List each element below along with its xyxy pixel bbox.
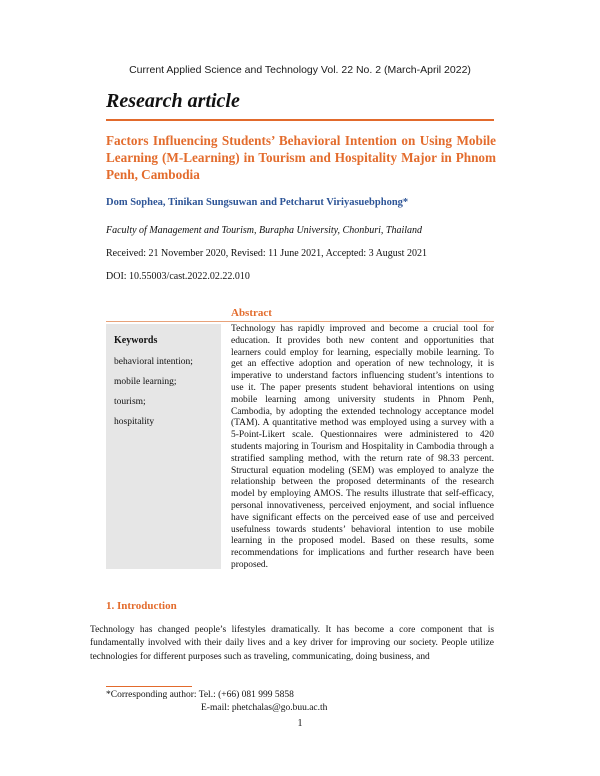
author-list: Dom Sophea, Tinikan Sungsuwan and Petcharut Viriyasuebphong*: [106, 197, 409, 208]
doi[interactable]: DOI: 10.55003/cast.2022.02.22.010: [106, 271, 250, 282]
abstract-heading: Abstract: [231, 307, 272, 319]
article-type-heading: Research article: [106, 90, 240, 112]
keyword-item: hospitality: [114, 417, 155, 427]
footnote-divider: [106, 686, 192, 687]
affiliation: Faculty of Management and Tourism, Burapha University, Chonburi, Thailand: [106, 225, 423, 236]
keyword-item: behavioral intention;: [114, 357, 193, 367]
header-divider: [106, 119, 494, 121]
page-number: 1: [297, 718, 303, 729]
keyword-item: mobile learning;: [114, 377, 177, 387]
footnote-email: E-mail: phetchalas@go.buu.ac.th: [201, 703, 328, 713]
submission-dates: Received: 21 November 2020, Revised: 11 June 2021, Accepted: 3 August 2021: [106, 248, 427, 259]
keyword-item: tourism;: [114, 397, 146, 407]
footnote-corresponding-author: *Corresponding author: Tel.: (+66) 081 999 5858: [106, 690, 294, 700]
abstract-divider: [106, 321, 494, 322]
abstract-text: Technology has rapidly improved and become a crucial tool for education. It provides both new content and opportunities that learners could employ for learning, especially mobile learning. To get an effective adoption and operation of new technology, it is imperative to understand factors influencing student’s intentions to use it. The paper presents student behavioral intentions on using mobile learning among university students in Phnom Penh, Cambodia, by adopting the extended technology acceptance model (TAM). A quantitative method was employed using a survey with a 5-Point-Likert scale. Questionnaires were administered to 420 students majoring in Tourism and Hospitality in Cambodia through a stratified sampling method, with the return rate of 98.33 percent. Structural equation modeling (SEM) was employed to analyze the relationship between the proposed determinants of the research model by employing AMOS. The results illustrate that self-efficacy, personal innovativeness, perceived enjoyment, and social influence have significant effects on the perceived ease of use and perceived usefulness towards students’ behavioral intention to use mobile learning in the proposed model. Based on these results, some recommendations for implications and further research have been proposed.: [231, 324, 494, 570]
paper-title: Factors Influencing Students’ Behavioral Intention on Using Mobile Learning (M-Learning) in Tourism and Hospitality Major in Phnom Penh, Cambodia: [106, 133, 496, 182]
keywords-heading: Keywords: [114, 335, 158, 346]
journal-header: Current Applied Science and Technology Vol. 22 No. 2 (March-April 2022): [129, 64, 471, 76]
introduction-text: Technology has changed people’s lifestyles dramatically. It has become a core component that is fundamentally involved with their daily lives and a key driver for improving our society. People utilize technologies for different purposes such as traveling, communicating, doing business, and: [90, 625, 494, 662]
keywords-box: [106, 324, 221, 569]
section-heading-introduction: 1. Introduction: [106, 600, 177, 612]
